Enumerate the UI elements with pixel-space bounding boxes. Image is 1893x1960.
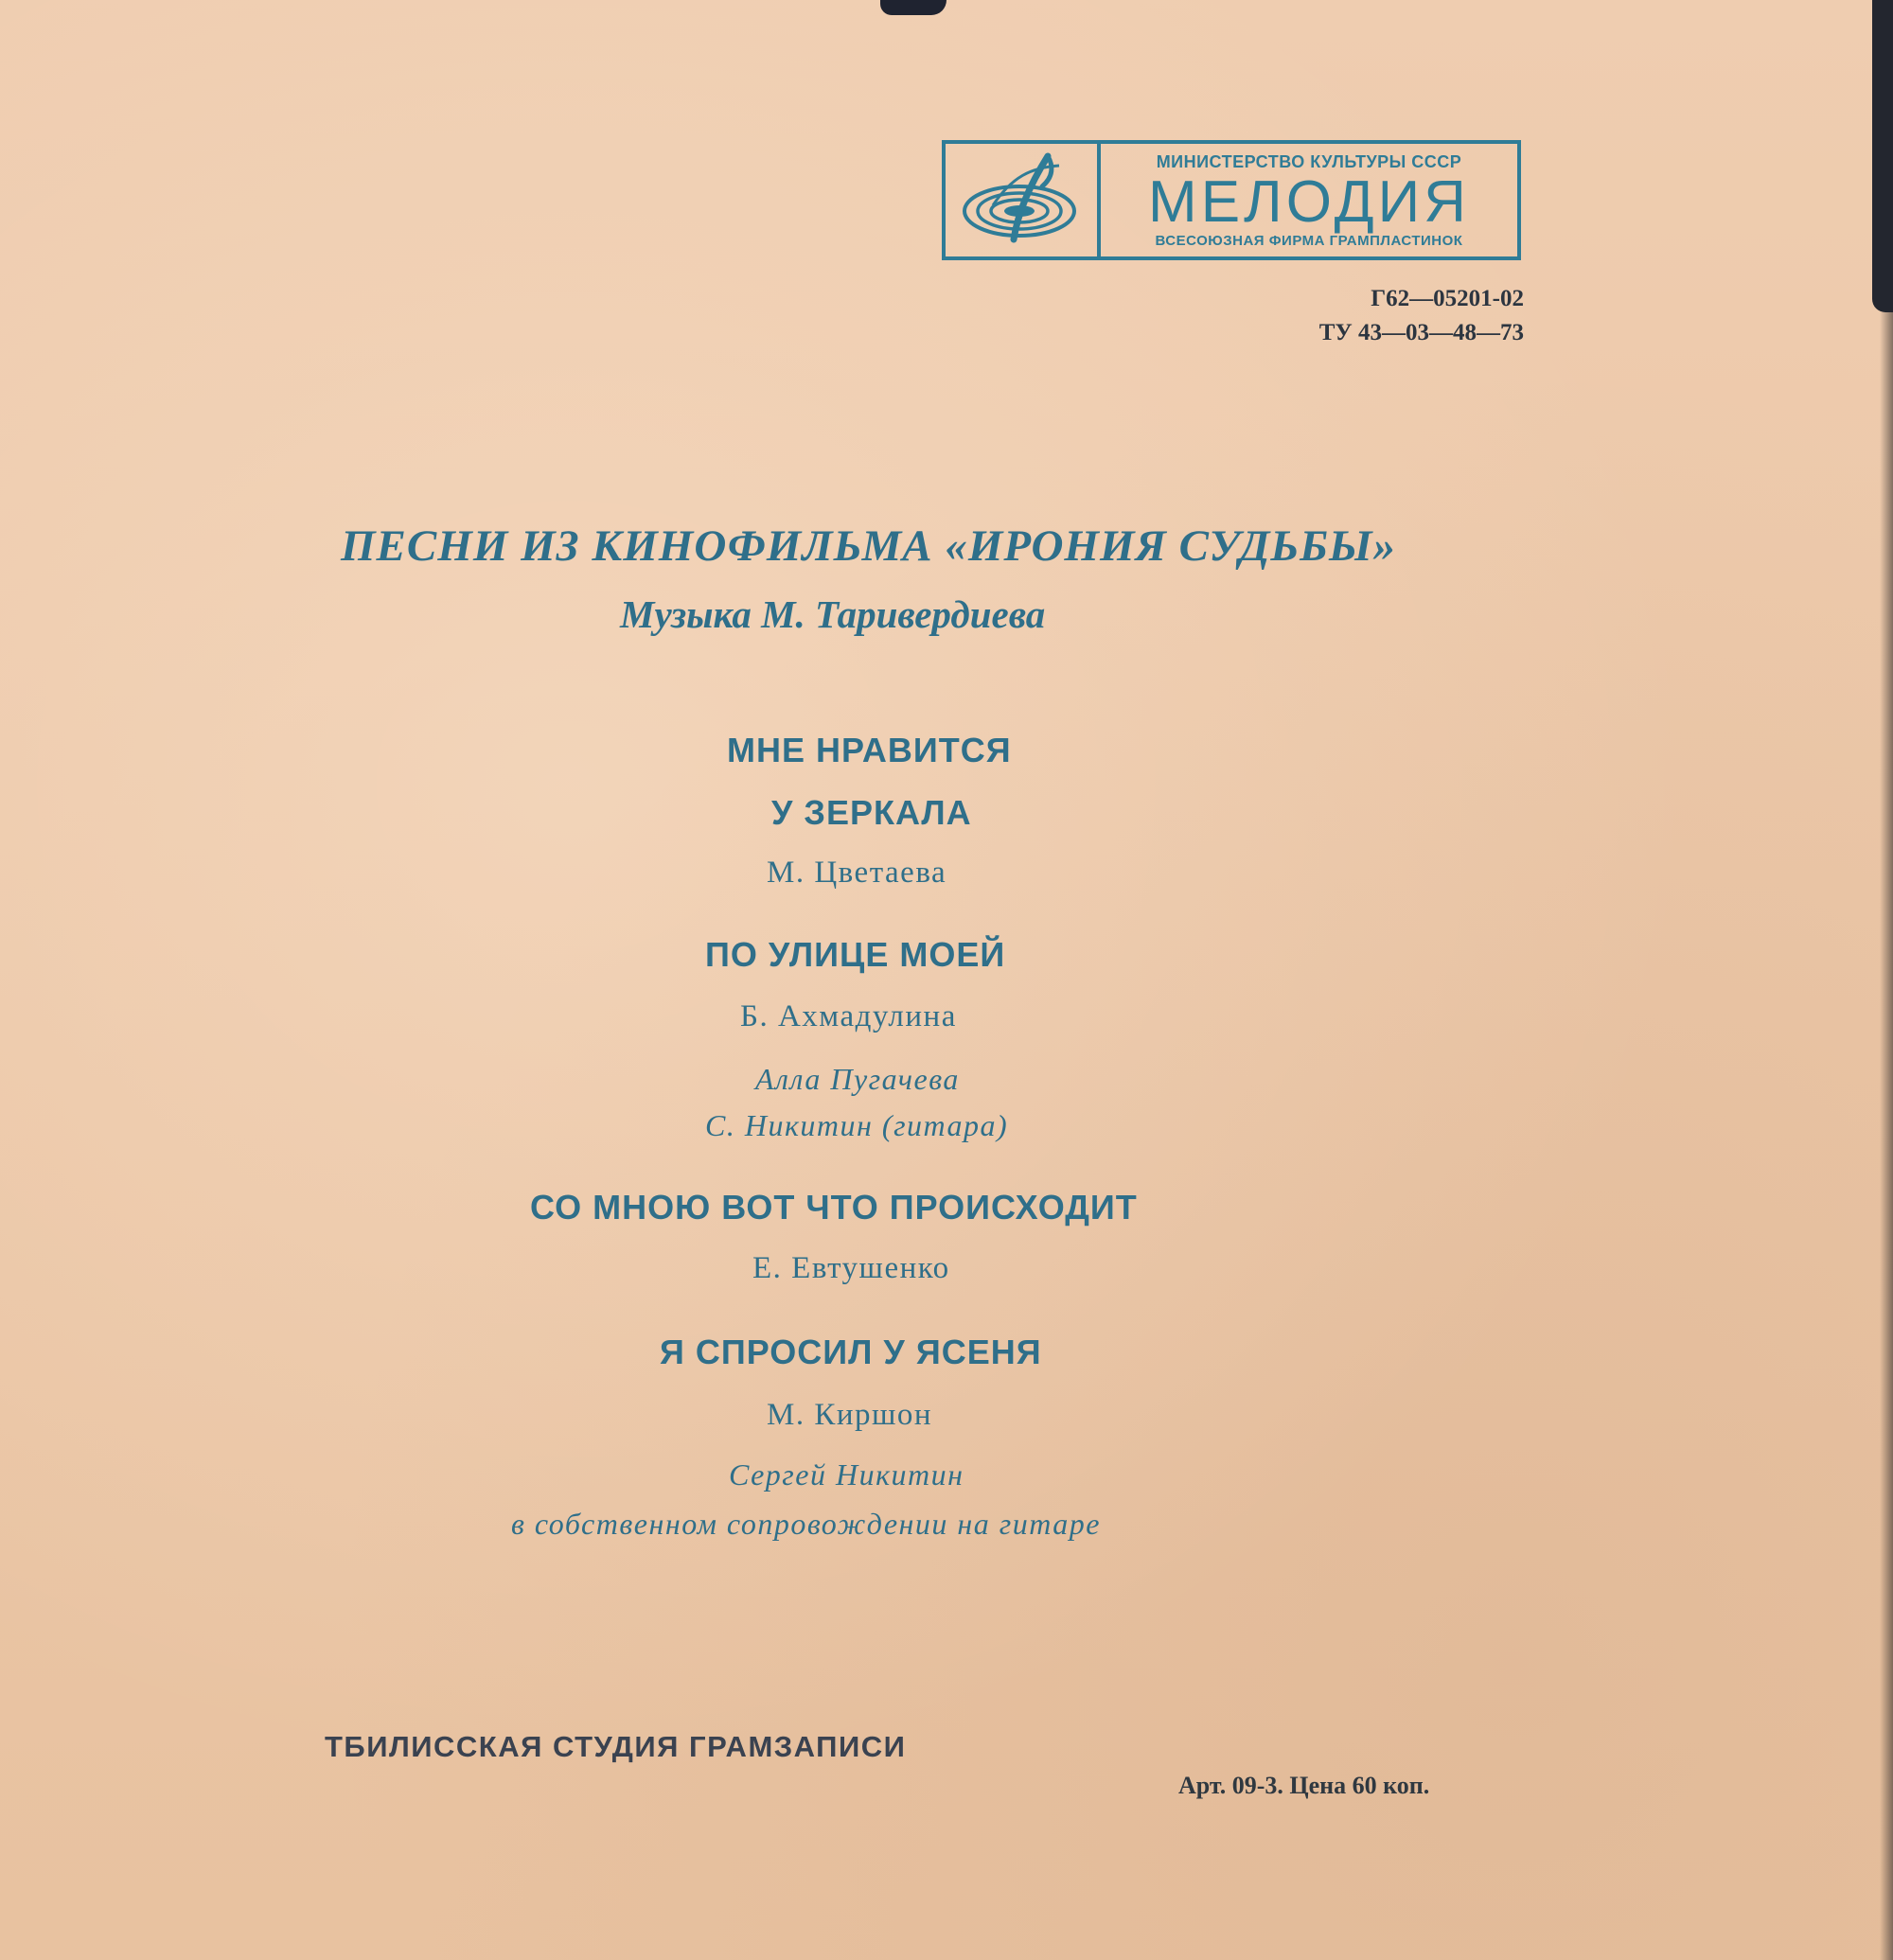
track-author: Е. Евтушенко — [752, 1251, 950, 1285]
track-title: ПО УЛИЦЕ МОЕЙ — [705, 935, 1006, 974]
performer-line: в собственном сопровождении на гитаре — [511, 1507, 1101, 1541]
performer-line: С. Никитин (гитара) — [705, 1108, 1009, 1142]
composer-credit: Музыка М. Таривердиева — [620, 592, 1046, 636]
catalog-numbers — [1202, 282, 1524, 350]
recording-studio: ТБИЛИССКАЯ СТУДИЯ ГРАМЗАПИСИ — [325, 1730, 907, 1763]
performer-line: Сергей Никитин — [729, 1457, 964, 1492]
catalog-code: Г62—05201-02 — [1371, 286, 1524, 311]
logo-brand-name: МЕЛОДИЯ — [1148, 168, 1470, 235]
scan-edge-dark-area — [1872, 0, 1893, 312]
track-title: Я СПРОСИЛ У ЯСЕНЯ — [660, 1333, 1042, 1371]
melodiya-wordmark — [1101, 144, 1517, 256]
track-title: У ЗЕРКАЛА — [771, 793, 972, 832]
melodiya-logo — [942, 140, 1521, 260]
track-title: МНЕ НРАВИТСЯ — [727, 731, 1012, 769]
logo-company-line: ВСЕСОЮЗНАЯ ФИРМА ГРАМПЛАСТИНОК — [1155, 232, 1463, 249]
performer-line: Алла Пугачева — [755, 1062, 960, 1096]
price-line: Арт. 09-3. Цена 60 коп. — [1178, 1772, 1430, 1799]
track-author: М. Киршон — [767, 1398, 933, 1432]
technical-standard: ТУ 43—03—48—73 — [1318, 320, 1524, 345]
track-title: СО МНОЮ ВОТ ЧТО ПРОИСХОДИТ — [530, 1188, 1138, 1227]
track-author: Б. Ахмадулина — [740, 999, 957, 1033]
scan-top-dark-area — [880, 0, 946, 15]
album-title: ПЕСНИ ИЗ КИНОФИЛЬМА «ИРОНИЯ СУДЬБЫ» — [341, 521, 1397, 571]
logo-ministry-line: МИНИСТЕРСТВО КУЛЬТУРЫ СССР — [1156, 151, 1462, 171]
melodiya-emblem-icon — [946, 144, 1101, 256]
track-author: М. Цветаева — [767, 856, 947, 890]
